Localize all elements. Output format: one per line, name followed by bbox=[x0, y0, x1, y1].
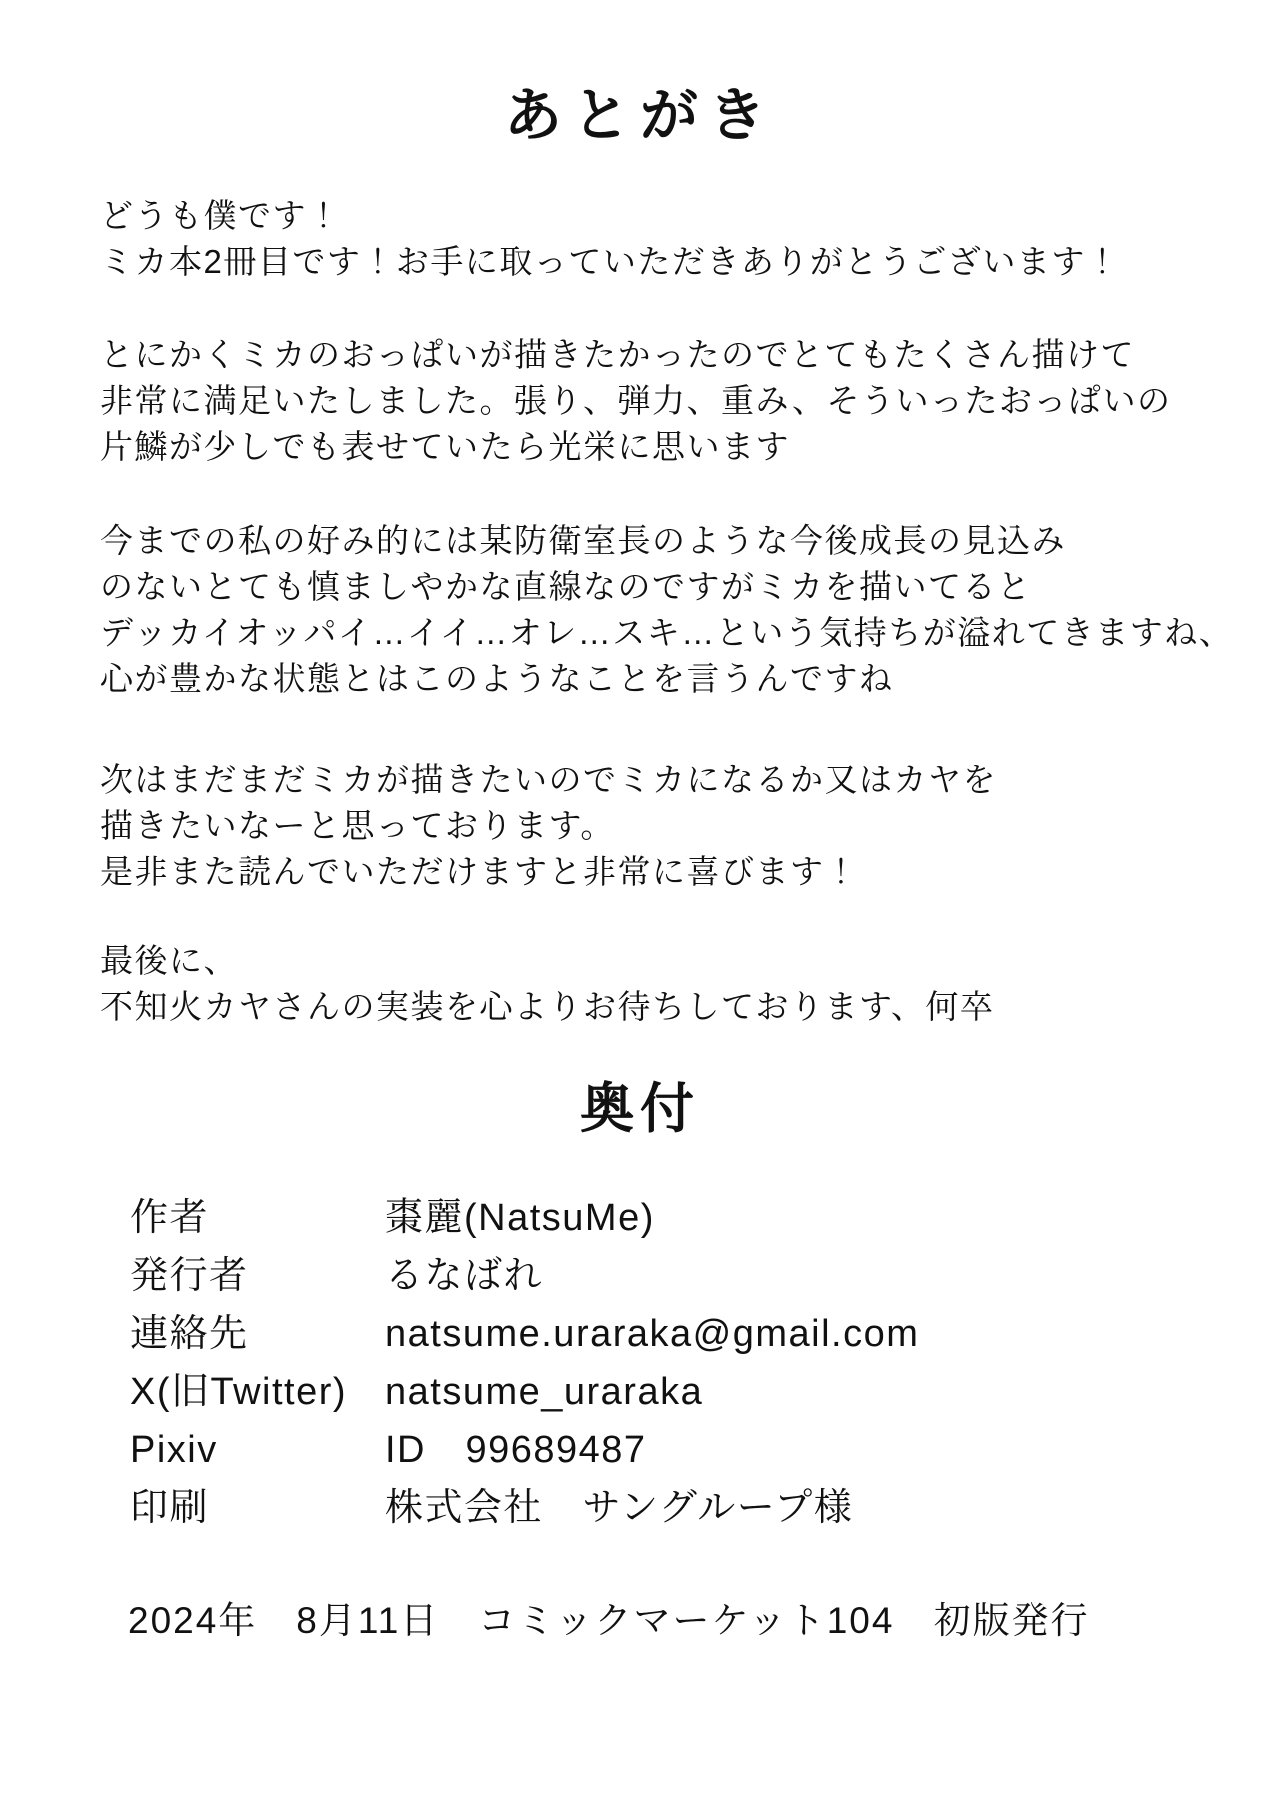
colophon-value: natsume_uraraka bbox=[385, 1371, 704, 1413]
colophon-label: Pixiv bbox=[130, 1429, 218, 1471]
text-line: 描きたいなーと思っております。 bbox=[100, 807, 615, 844]
text-line: 非常に満足いたしました。張り、弾力、重み、そういったおっぱいの bbox=[100, 382, 1172, 419]
colophon-value: 棗麗(NatsuMe) bbox=[385, 1197, 655, 1239]
text-line: 最後に、 bbox=[100, 942, 238, 979]
colophon-row-author bbox=[130, 1198, 1230, 1238]
text-line: ミカ本2冊目です！お手に取っていただきありがとうございます！ bbox=[100, 243, 1121, 280]
colophon-value: 株式会社 サングループ様 bbox=[385, 1487, 854, 1529]
text-line: 片鱗が少しでも表せていたら光栄に思います bbox=[100, 428, 790, 465]
text-line: 今までの私の好み的には某防衛室長のような今後成長の見込み bbox=[100, 522, 1066, 559]
colophon-row-contact bbox=[130, 1314, 1230, 1354]
colophon bbox=[130, 1198, 1230, 1546]
afterword-paragraph bbox=[100, 757, 1230, 895]
colophon-row-printing bbox=[130, 1488, 1230, 1528]
text-line: とにかくミカのおっぱいが描きたかったのでとてもたくさん描けて bbox=[100, 336, 1135, 373]
text-line: 心が豊かな状態とはこのようなことを言うんですね bbox=[100, 660, 894, 697]
text-line: どうも僕です！ bbox=[100, 197, 342, 234]
afterword-paragraph bbox=[100, 332, 1230, 470]
colophon-value: るなばれ bbox=[385, 1255, 544, 1297]
afterword-paragraph bbox=[100, 193, 1230, 285]
text-line: のないとても慎ましやかな直線なのですがミカを描いてると bbox=[100, 568, 1032, 605]
colophon-label: 印刷 bbox=[130, 1487, 210, 1529]
publication-date-line: 2024年 8月11日 コミックマーケット104 初版発行 bbox=[128, 1600, 1090, 1641]
text-line: 不知火カヤさんの実装を心よりお待ちしております、何卒 bbox=[100, 988, 995, 1025]
colophon-label: 発行者 bbox=[130, 1255, 249, 1297]
text-line: デッカイオッパイ…イイ…オレ…スキ…という気持ちが溢れてきますね、 bbox=[100, 614, 1234, 651]
colophon-value: natsume.uraraka@gmail.com bbox=[385, 1313, 920, 1355]
page-title: あとがき bbox=[503, 83, 776, 148]
colophon-label: 作者 bbox=[130, 1197, 210, 1239]
colophon-value: ID 99689487 bbox=[385, 1429, 647, 1471]
colophon-row-pixiv bbox=[130, 1430, 1230, 1470]
colophon-row-publisher bbox=[130, 1256, 1230, 1296]
afterword-paragraph bbox=[100, 938, 1230, 1030]
text-line: 次はまだまだミカが描きたいのでミカになるか又はカヤを bbox=[100, 761, 997, 798]
colophon-label: 連絡先 bbox=[130, 1313, 249, 1355]
afterword-paragraph bbox=[100, 518, 1234, 702]
colophon-title: 奥付 bbox=[580, 1079, 700, 1139]
colophon-label: X(旧Twitter) bbox=[130, 1371, 348, 1413]
colophon-row-x-twitter bbox=[130, 1372, 1230, 1412]
text-line: 是非また読んでいただけますと非常に喜びます！ bbox=[100, 853, 859, 890]
